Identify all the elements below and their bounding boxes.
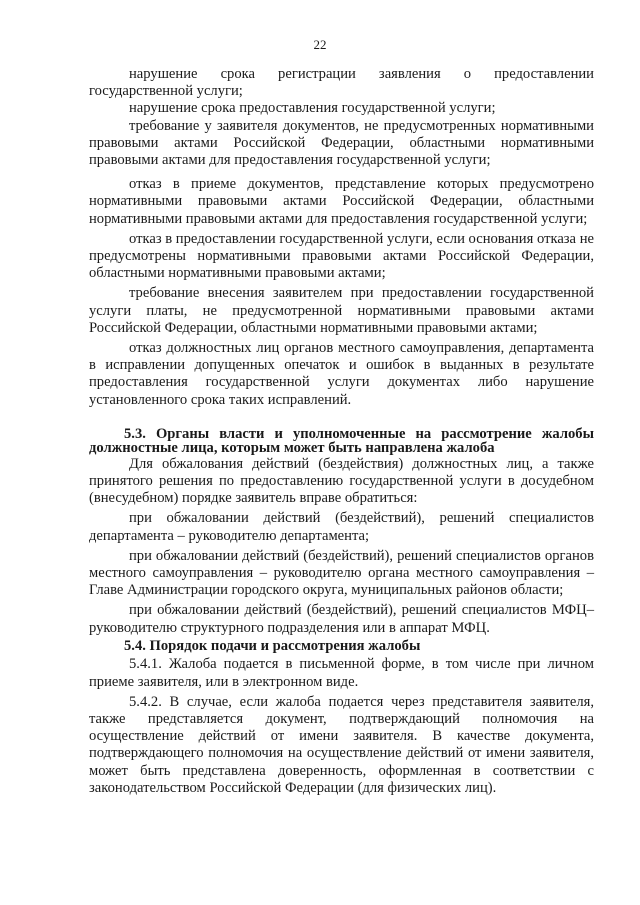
list-item: отказ в приеме документов, представление которых предусмотрено нормативными правовыми актами Российской Федерации, областными нормативными правовыми актами для предоставления государственной услуги; xyxy=(89,176,594,227)
section-intro: Для обжалования действий (бездействия) должностных лиц, а также принятого решения по предоставлению государственной услуги в досудебном (внесудебном) порядке заявитель вправе обратиться: xyxy=(89,455,594,507)
list-item: при обжаловании действий (бездействий), решений специалистов органов местного самоуправления – руководителю органа местного самоуправления – Главе Администрации городского округа, муниципальных районов области; xyxy=(89,547,594,599)
list-item: нарушение срока регистрации заявления о предоставлении государственной услуги; xyxy=(89,66,594,100)
list-item: при обжаловании действий (бездействий), решений специалистов МФЦ–руководителю структурного подразделения или в аппарат МФЦ. xyxy=(89,602,594,636)
list-item: отказ должностных лиц органов местного самоуправления, департамента в исправлении допущенных опечаток и ошибок в выданных в результате предоставления государственной услуги документах либо нарушение установленного срока таких исправлений. xyxy=(89,340,594,408)
paragraph-5-4-1: 5.4.1. Жалоба подается в письменной форме, в том числе при личном приеме заявителя, или в электронном виде. xyxy=(89,656,594,690)
section-heading-5-3: 5.3. Органы власти и уполномоченные на рассмотрение жалобы должностные лица, которым может быть направлена жалоба xyxy=(89,425,594,457)
list-item: требование внесения заявителем при предоставлении государственной услуги платы, не предусмотренной нормативными правовыми актами Российской Федерации, областными нормативными правовыми актами; xyxy=(89,285,594,336)
list-item: отказ в предоставлении государственной услуги, если основания отказа не предусмотрены нормативными правовыми актами Российской Федерации, областными нормативными правовыми актами; xyxy=(89,230,594,282)
page-number: 22 xyxy=(313,37,327,52)
section-heading-5-4: 5.4. Порядок подачи и рассмотрения жалобы xyxy=(124,637,421,654)
list-item: требование у заявителя документов, не предусмотренных нормативными правовыми актами Российской Федерации, областными нормативными правовыми актами для предоставления государственной услуги; xyxy=(89,117,594,169)
paragraph-5-4-2: 5.4.2. В случае, если жалоба подается через представителя заявителя, также представляется документ, подтверждающий полномочия на осуществление действий от имени заявителя. В качестве документа, подтверждающего полномочия на осуществление действий от имени заявителя, может быть представлена доверенность, оформленная в соответствии с законодательством Российской Федерации (для физических лиц). xyxy=(89,693,594,796)
list-item: при обжаловании действий (бездействий), решений специалистов департамента – руководителю департамента; xyxy=(89,510,594,544)
list-item: нарушение срока предоставления государственной услуги; xyxy=(129,100,496,117)
document-body xyxy=(89,66,594,797)
